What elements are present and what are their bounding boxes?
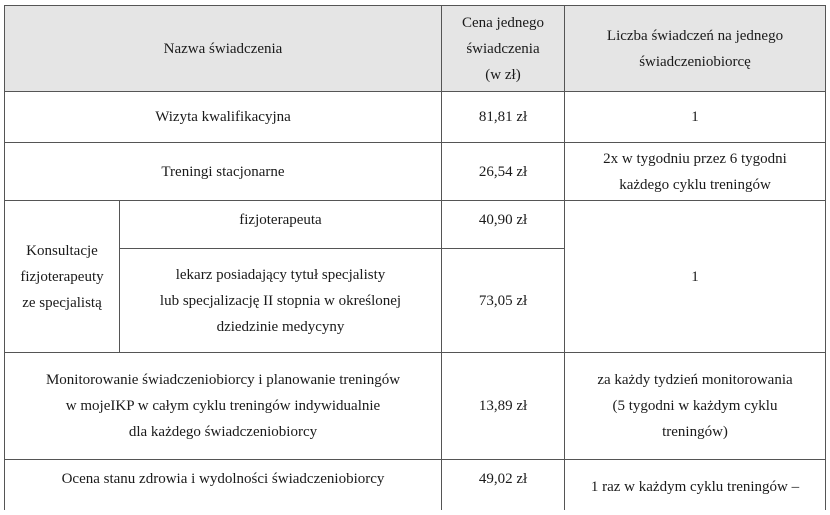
header-count-line: świadczeniobiorcę [639, 53, 751, 70]
sub-name [120, 249, 442, 353]
table-header-row [5, 6, 826, 92]
row-name-text: Ocena stanu zdrowia i wydolności świadczeniobiorcy [61, 471, 385, 487]
row-count [565, 143, 826, 201]
row-count [565, 201, 826, 353]
row-price-text: 81,81 zł [478, 109, 528, 125]
row-name-line: Monitorowanie świadczeniobiorcy i planowanie treningów [45, 372, 401, 388]
group-name-line: ze specjalistą [22, 294, 102, 311]
row-count-line: za każdy tydzień monitorowania [597, 372, 793, 388]
sub-name-line: lub specjalizację II stopnia w określonej [159, 292, 402, 309]
row-count [565, 92, 826, 143]
row-name-text: Treningi stacjonarne [161, 163, 285, 180]
header-count [565, 6, 826, 92]
row-price [442, 353, 565, 460]
table-row [5, 460, 826, 510]
table-row [5, 201, 826, 249]
group-name-line: Konsultacje [26, 242, 98, 259]
header-price-line: Cena jednego [461, 14, 545, 31]
row-name-line: dla każdego świadczeniobiorcy [128, 424, 318, 440]
row-count-line: treningów) [662, 424, 728, 440]
header-price-line: świadczenia [466, 40, 540, 57]
group-name [5, 201, 120, 353]
sub-name-line: dziedzinie medycyny [216, 318, 345, 335]
table-row [5, 353, 826, 460]
table-row [5, 92, 826, 143]
row-price-text: 13,89 zł [478, 398, 528, 414]
benefits-table [4, 5, 826, 510]
row-count-line: (5 tygodni w każdym cyklu [612, 398, 778, 414]
row-name-text: Wizyta kwalifikacyjna [155, 109, 291, 125]
row-price [442, 460, 565, 510]
row-price [442, 143, 565, 201]
row-count-line: każdego cyklu treningów [619, 176, 771, 193]
sub-name-line: lekarz posiadający tytuł specjalisty [175, 266, 386, 283]
row-price [442, 201, 565, 249]
sub-name [120, 201, 442, 249]
row-count-text: 1 [691, 268, 699, 285]
row-count [565, 353, 826, 460]
row-price-text: 73,05 zł [478, 292, 528, 309]
row-name [5, 92, 442, 143]
row-count-text: 1 raz w każdym cyklu treningów – [590, 479, 800, 495]
row-count-text: 1 [691, 109, 699, 125]
row-name [5, 353, 442, 460]
header-name [5, 6, 442, 92]
row-price-text: 26,54 zł [478, 163, 528, 180]
row-price-text: 49,02 zł [478, 471, 528, 487]
row-price [442, 249, 565, 353]
group-name-line: fizjoterapeuty [20, 268, 104, 285]
row-count [565, 460, 826, 510]
row-price-text: 40,90 zł [478, 212, 528, 228]
header-price-line: (w zł) [485, 66, 521, 83]
header-count-line: Liczba świadczeń na jednego [606, 27, 784, 44]
header-name-text: Nazwa świadczenia [163, 40, 283, 57]
row-name [5, 460, 442, 510]
row-count-line: 2x w tygodniu przez 6 tygodni [603, 150, 787, 167]
table-row [5, 143, 826, 201]
header-price [442, 6, 565, 92]
row-name-line: w mojeIKP w całym cyklu treningów indywidualnie [65, 398, 381, 414]
row-name [5, 143, 442, 201]
row-price [442, 92, 565, 143]
sub-name-text: fizjoterapeuta [239, 212, 322, 228]
